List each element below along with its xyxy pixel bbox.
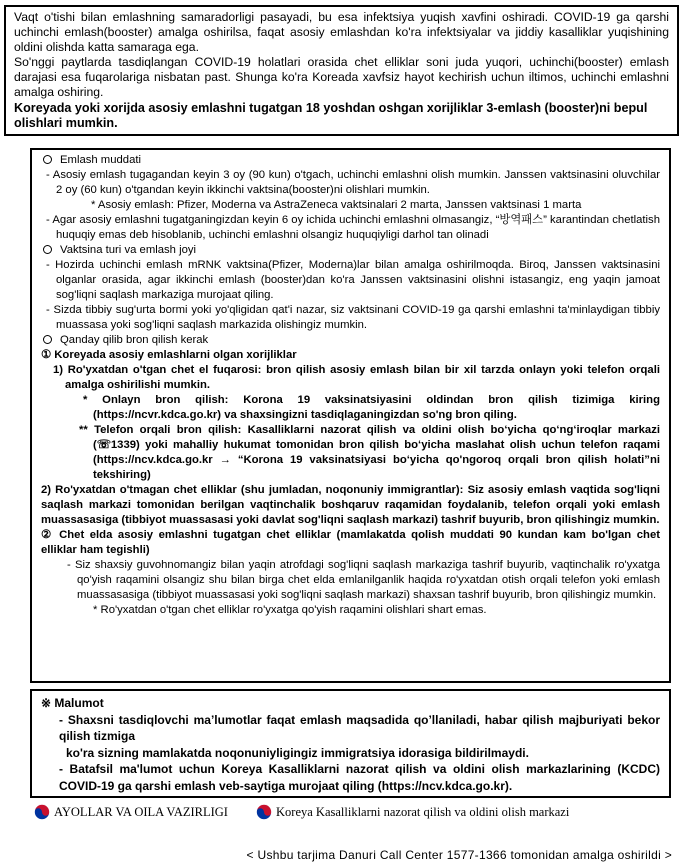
section-title: Qanday qilib bron qilish kerak <box>60 334 209 346</box>
main-info-box <box>30 148 671 683</box>
taegeuk-icon <box>256 804 272 820</box>
group-2-title: ② Chet elda asosiy emlashni tugatgan chet elliklar (mamlakatda qolish muddati 90 kundan kam bo'lgan chet elliklar ham tegishli) <box>41 529 660 556</box>
circle-bullet-icon <box>43 245 52 254</box>
intro-paragraph-2: So'nggi paytlarda tasdiqlangan COVID-19 holatlari orasida chet elliklar soni juda yuqori, uchinchi(booster) emlash darajasi esa fuqarolariga nisbatan past. Shunga ko'ra Koreada xavfsiz hayot kechirish uchun iltimos, uchinchi emlashni amalga oshiring. <box>14 55 669 99</box>
intro-box <box>4 5 679 136</box>
abroad-bullet-1: - Siz shaxsiy guvohnomangiz bilan yaqin atrofdagi sog'liqni saqlash markaziga tashrif buyurib, vaqtinchalik ro'yxatga qo'yish raqamini olsangiz shu bilan birga chet elda emlanilganlik haqida ro'yxatdan otish orqali telefon yoki emlash muassasasiga (tibbiyot muassasasi yoki sog'liqni saqlash markazi) shaxsan tashrif buyurib, bron qilishingiz mumkin. <box>67 559 660 601</box>
unregistered-foreigner-text: 2) Ro'yxatdan o'tmagan chet elliklar (shu jumladan, noqonuniy immigrantlar): Siz asosiy emlash vaqtida sog'liqni saqlash markazi tomonidan berilgan vaqtinchalik boshqaruv raqamidan foydalanib, telefon orqali yoki emlash muassasasiga (tibbiyot muassasasi yoki davlat sog'liqni saqlash markazi) tashrif buyurib, bron qilishingiz mumkin. <box>41 484 660 526</box>
footer-note: < Ushbu tarjima Danuri Call Center 1577-1366 tomonidan amalga oshirildi > <box>246 848 672 862</box>
reference-line-3: - Batafsil ma'lumot uchun Koreya Kasalliklarni nazorat qilish va oldini olish markazlarining (KCDC) COVID-19 ga qarshi emlash veb-saytiga murojaat qiling (https://ncv.kdca.go.kr). <box>59 762 660 793</box>
abroad-note-1: * Ro'yxatdan o'tgan chet elliklar ro'yxatga qo'yish raqamini olishlari shart emas. <box>93 604 487 616</box>
type-bullet-1: - Hozirda uchinchi emlash mRNK vaktsina(Pfizer, Moderna)lar bilan amalga oshirilmoqda. Biroq, Janssen vaktsinasini olganlar orasida, agar ikkinchi emlash (booster)dan ko'ra Janssen vaktsinasini olishni istasangiz, eng yaqin jamoat sog'liqni saqlash markaziga murojaat qiling. <box>46 259 660 301</box>
taegeuk-icon <box>34 804 50 820</box>
ministry-name: AYOLLAR VA OILA VAZIRLIGI <box>54 804 228 819</box>
period-bullet-2: - Agar asosiy emlashni tugatganingizdan keyin 6 oy ichida uchinchi emlashni olmasangiz, “방역패스” karantindan chetlatish huquqiy emas deb hisoblanib, uchinchi emlashni olsangiz huquqiyligi darhol tan olinadi <box>46 214 660 241</box>
type-bullet-2: - Sizda tibbiy sug'urta bormi yoki yo'qligidan qat'i nazar, siz vaktsinani COVID-19 ga qarshi emlashni ta'minlaydigan tibbiy muassasa yoki sog'liqni saqlash markazida olishingiz mumkin. <box>46 304 660 331</box>
reference-line-1: - Shaxsni tasdiqlovchi ma’lumotlar faqat emlash maqsadida qo’llaniladi, habar qilish majburiyati bekor qilish tizmiga <box>59 712 660 743</box>
kdca-name: Koreya Kasalliklarni nazorat qilish va oldini olish markazi <box>276 804 570 819</box>
circle-bullet-icon <box>43 155 52 164</box>
reference-title: ※ Malumot <box>41 696 104 710</box>
phone-booking-note: ** Telefon orqali bron qilish: Kasalliklarni nazorat qilish va oldini olish bo‘yicha qo‘ng‘iroqlar markazi (☏1339) yoki mahalliy hukumat tomonidan bron qilish bo‘yicha maslahat olish uchun telefon raqami (https://ncv.kdca.go.kr → “Korona 19 vaksinatsiyasi bo‘yicha qo'ngoroq orqali bron qilish holati”ni tekshiring) <box>79 424 660 481</box>
section-title: Vaktsina turi va emlash joyi <box>60 244 197 256</box>
section-vaccine-type <box>41 243 660 258</box>
reference-box <box>30 689 671 798</box>
ministry-logo <box>34 804 228 820</box>
group-1-title: ① Koreyada asosiy emlashlarni olgan xorijliklar <box>41 349 297 361</box>
circle-bullet-icon <box>43 335 52 344</box>
period-bullet-1: - Asosiy emlash tugagandan keyin 3 oy (90 kun) o'tgach, uchinchi emlashni olish mumkin. Janssen vaktsinasini oluvchilar 2 oy (60 kun) o'tgandan keyin ikkinchi vaktsina(booster)ni olishlari mumkin. <box>46 169 660 196</box>
period-note-1: * Asosiy emlash: Pfizer, Moderna va AstraZeneca vaktsinalari 2 marta, Janssen vaktsinasi 1 marta <box>91 199 582 211</box>
section-title: Emlash muddati <box>60 154 141 166</box>
logos-row <box>34 802 674 824</box>
section-booking <box>41 333 660 348</box>
reference-line-2: ko'ra sizning mamlakatda noqonuniyligingiz immigratsiya idorasiga bildirilmaydi. <box>66 745 529 760</box>
registered-foreigner-text: 1) Ro'yxatdan o'tgan chet el fuqarosi: bron qilish asosiy emlash bilan bir xil tarzda onlayn yoki telefon orqali amalga oshirilishi mumkin. <box>53 364 660 391</box>
intro-paragraph-1: Vaqt o'tishi bilan emlashning samaradorligi pasayadi, bu esa infektsiya yuqish xavfini oshiradi. COVID-19 ga qarshi uchinchi emlash(booster) amalga oshirilsa, faqat asosiy emlashdan ko'ra infektsiyalar va jiddiy kasalliklar yuqishining oldini olishda katta samaraga ega. <box>14 10 669 54</box>
section-vaccination-period <box>41 153 660 168</box>
intro-bold-notice: Koreyada yoki xorijda asosiy emlashni tugatgan 18 yoshdan oshgan xorijliklar 3-emlash (booster)ni bepul olishlari mumkin. <box>14 101 648 130</box>
online-booking-note: * Onlayn bron qilish: Korona 19 vaksinatsiyasini oldindan bron qilish tizimiga kiring (https://ncvr.kdca.go.kr) va shaxsingizni tasdiqlaganingizdan so'ng bron qiling. <box>83 394 660 421</box>
kdca-logo <box>256 804 569 820</box>
